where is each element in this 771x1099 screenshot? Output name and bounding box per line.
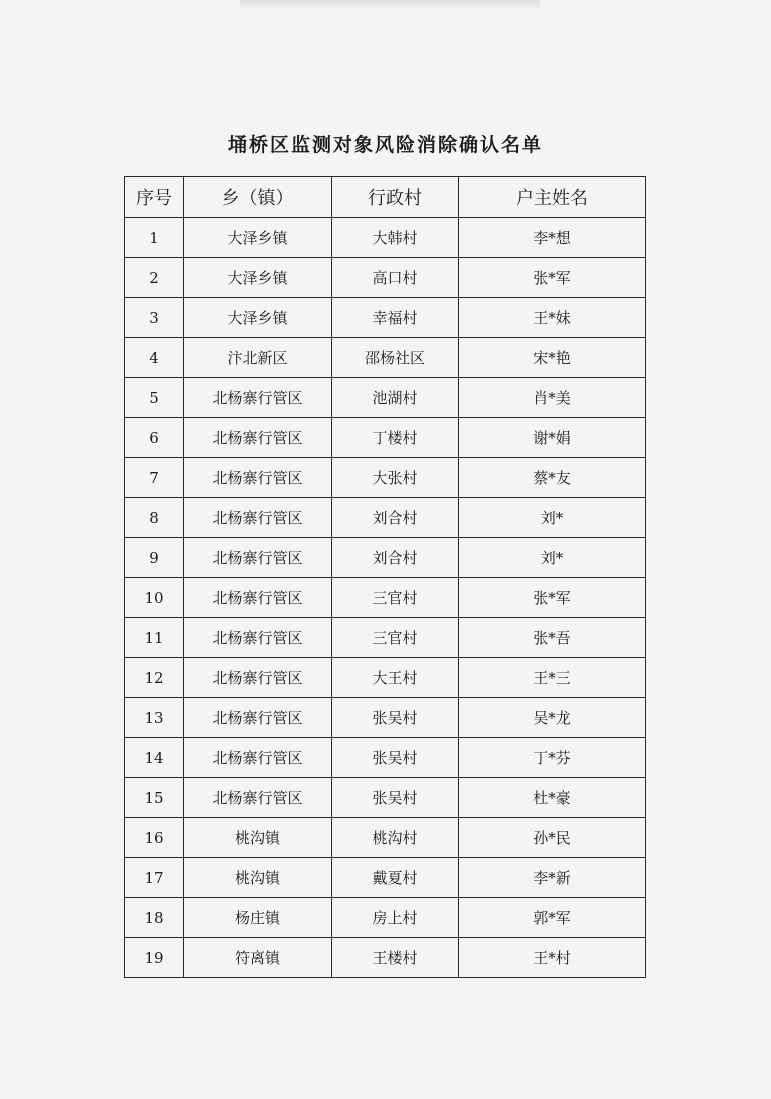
cell-township: 北杨寨行管区 — [184, 618, 332, 658]
cell-village: 大张村 — [332, 458, 459, 498]
cell-township: 北杨寨行管区 — [184, 458, 332, 498]
cell-township: 北杨寨行管区 — [184, 738, 332, 778]
table-row — [125, 258, 646, 298]
cell-township: 大泽乡镇 — [184, 218, 332, 258]
cell-householder: 李*新 — [459, 858, 646, 898]
cell-seq: 16 — [125, 818, 184, 858]
cell-township: 北杨寨行管区 — [184, 378, 332, 418]
cell-village: 高口村 — [332, 258, 459, 298]
table-row — [125, 298, 646, 338]
cell-township: 北杨寨行管区 — [184, 698, 332, 738]
header-village: 行政村 — [332, 177, 459, 218]
cell-householder: 张*军 — [459, 258, 646, 298]
cell-seq: 14 — [125, 738, 184, 778]
cell-householder: 刘* — [459, 498, 646, 538]
cell-village: 张吴村 — [332, 738, 459, 778]
table-row — [125, 698, 646, 738]
table-row — [125, 898, 646, 938]
cell-seq: 15 — [125, 778, 184, 818]
header-seq: 序号 — [125, 177, 184, 218]
table-row — [125, 818, 646, 858]
cell-householder: 吴*龙 — [459, 698, 646, 738]
cell-seq: 19 — [125, 938, 184, 978]
header-householder: 户主姓名 — [459, 177, 646, 218]
cell-seq: 7 — [125, 458, 184, 498]
cell-householder: 王*三 — [459, 658, 646, 698]
cell-village: 三官村 — [332, 578, 459, 618]
cell-householder: 李*想 — [459, 218, 646, 258]
cell-village: 房上村 — [332, 898, 459, 938]
cell-township: 杨庄镇 — [184, 898, 332, 938]
table-row — [125, 538, 646, 578]
cell-village: 大王村 — [332, 658, 459, 698]
cell-seq: 8 — [125, 498, 184, 538]
cell-township: 北杨寨行管区 — [184, 578, 332, 618]
table-row — [125, 858, 646, 898]
cell-householder: 刘* — [459, 538, 646, 578]
cell-township: 大泽乡镇 — [184, 258, 332, 298]
cell-householder: 谢*娟 — [459, 418, 646, 458]
cell-township: 北杨寨行管区 — [184, 658, 332, 698]
cell-village: 戴夏村 — [332, 858, 459, 898]
cell-township: 北杨寨行管区 — [184, 418, 332, 458]
cell-householder: 孙*民 — [459, 818, 646, 858]
page-title: 埇桥区监测对象风险消除确认名单 — [227, 134, 543, 156]
cell-village: 张吴村 — [332, 778, 459, 818]
table-row — [125, 458, 646, 498]
cell-seq: 12 — [125, 658, 184, 698]
cell-householder: 杜*豪 — [459, 778, 646, 818]
cell-householder: 蔡*友 — [459, 458, 646, 498]
header-township: 乡（镇） — [184, 177, 332, 218]
table-row — [125, 378, 646, 418]
cell-village: 大韩村 — [332, 218, 459, 258]
cell-village: 刘合村 — [332, 498, 459, 538]
cell-householder: 宋*艳 — [459, 338, 646, 378]
table-row — [125, 778, 646, 818]
cell-seq: 11 — [125, 618, 184, 658]
cell-seq: 18 — [125, 898, 184, 938]
cell-village: 桃沟村 — [332, 818, 459, 858]
cell-seq: 3 — [125, 298, 184, 338]
cell-township: 北杨寨行管区 — [184, 538, 332, 578]
cell-seq: 1 — [125, 218, 184, 258]
table-row — [125, 658, 646, 698]
cell-village: 池湖村 — [332, 378, 459, 418]
table-body — [125, 218, 646, 978]
cell-village: 刘合村 — [332, 538, 459, 578]
cell-householder: 肖*美 — [459, 378, 646, 418]
cell-seq: 13 — [125, 698, 184, 738]
table-row — [125, 498, 646, 538]
confirmation-table — [124, 176, 646, 978]
table-row — [125, 938, 646, 978]
cell-seq: 6 — [125, 418, 184, 458]
table-row — [125, 578, 646, 618]
cell-township: 北杨寨行管区 — [184, 498, 332, 538]
cell-seq: 4 — [125, 338, 184, 378]
cell-householder: 丁*芬 — [459, 738, 646, 778]
cell-township: 符离镇 — [184, 938, 332, 978]
cell-seq: 9 — [125, 538, 184, 578]
table-row — [125, 218, 646, 258]
cell-seq: 5 — [125, 378, 184, 418]
cell-householder: 张*军 — [459, 578, 646, 618]
cell-seq: 2 — [125, 258, 184, 298]
cell-householder: 王*妹 — [459, 298, 646, 338]
table-row — [125, 618, 646, 658]
cell-householder: 张*吾 — [459, 618, 646, 658]
cell-seq: 17 — [125, 858, 184, 898]
cell-householder: 郭*军 — [459, 898, 646, 938]
cell-township: 桃沟镇 — [184, 818, 332, 858]
cell-village: 王楼村 — [332, 938, 459, 978]
table-row — [125, 738, 646, 778]
table-row — [125, 338, 646, 378]
scan-shadow — [240, 0, 540, 10]
cell-village: 丁楼村 — [332, 418, 459, 458]
cell-village: 张吴村 — [332, 698, 459, 738]
cell-township: 桃沟镇 — [184, 858, 332, 898]
cell-village: 邵杨社区 — [332, 338, 459, 378]
cell-village: 幸福村 — [332, 298, 459, 338]
cell-householder: 王*村 — [459, 938, 646, 978]
table-header-row — [125, 177, 646, 218]
cell-seq: 10 — [125, 578, 184, 618]
table-row — [125, 418, 646, 458]
cell-township: 汴北新区 — [184, 338, 332, 378]
cell-township: 大泽乡镇 — [184, 298, 332, 338]
cell-village: 三官村 — [332, 618, 459, 658]
cell-township: 北杨寨行管区 — [184, 778, 332, 818]
